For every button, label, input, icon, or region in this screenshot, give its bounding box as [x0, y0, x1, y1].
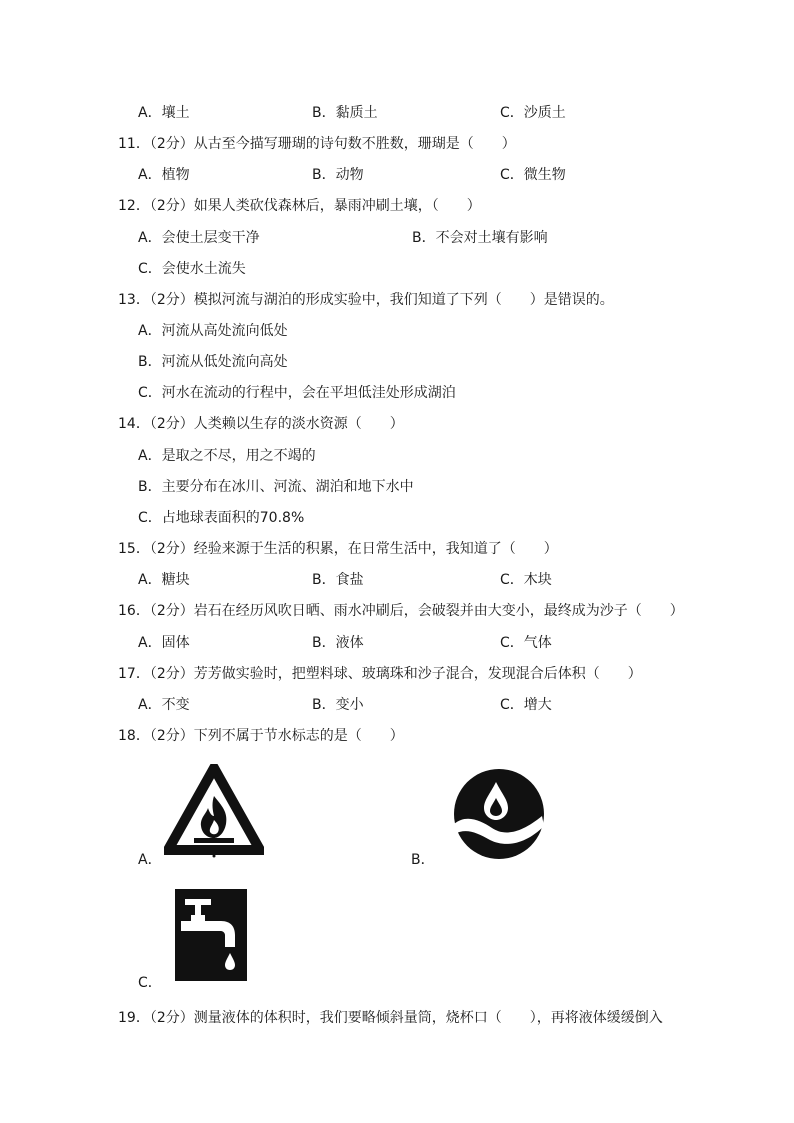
q19-stem: 19．（2分）测量液体的体积时，我们要略倾斜量筒，烧杯口（ ），再将液体缓缓倒入 [118, 1010, 663, 1026]
q14-option-a: A．是取之不尽，用之不竭的 [138, 448, 316, 464]
q15-option-b: B．食盐 [312, 572, 364, 588]
q12-option-b: B．不会对土壤有影响 [412, 230, 548, 246]
q12-option-c: C．会使水土流失 [138, 261, 246, 277]
q11-option-c: C．微生物 [500, 167, 566, 183]
q18-option-c-label: C． [138, 975, 162, 991]
q11-option-b: B．动物 [312, 167, 364, 183]
q13-stem: 13．（2分）模拟河流与湖泊的形成实验中，我们知道了下列（ ）是错误的。 [118, 292, 614, 308]
q14-stem: 14．（2分）人类赖以生存的淡水资源（ ） [118, 416, 404, 432]
q17-option-b: B．变小 [312, 697, 364, 713]
q13-option-b: B．河流从低处流向高处 [138, 354, 288, 370]
q17-stem: 17．（2分）芳芳做实验时，把塑料球、玻璃珠和沙子混合，发现混合后体积（ ） [118, 666, 642, 682]
q10-option-a: A．壤土 [138, 105, 190, 121]
q16-option-c: C．气体 [500, 635, 552, 651]
q15-option-a: A．糖块 [138, 572, 190, 588]
q11-option-a: A．植物 [138, 167, 190, 183]
q14-option-c: C．占地球表面积的70.8% [138, 510, 305, 526]
q18-option-a-label: A． [138, 852, 162, 868]
fire-warning-sign-icon [164, 764, 264, 859]
q13-option-c: C．河水在流动的行程中，会在平坦低洼处形成湖泊 [138, 385, 456, 401]
q10-option-c: C．沙质土 [500, 105, 566, 121]
q17-option-c: C．增大 [500, 697, 552, 713]
q16-option-b: B．液体 [312, 635, 364, 651]
q12-stem: 12．（2分）如果人类砍伐森林后，暴雨冲刷土壤，（ ） [118, 198, 481, 214]
water-drop-sign-icon [446, 768, 552, 860]
q16-option-a: A．固体 [138, 635, 190, 651]
q18-option-b-label: B． [411, 852, 435, 868]
q17-option-a: A．不变 [138, 697, 190, 713]
q12-option-a: A．会使土层变干净 [138, 230, 260, 246]
q14-option-b: B．主要分布在冰川、河流、湖泊和地下水中 [138, 479, 414, 495]
faucet-water-saving-sign-icon [175, 889, 247, 981]
q13-option-a: A．河流从高处流向低处 [138, 323, 288, 339]
q15-stem: 15．（2分）经验来源于生活的积累，在日常生活中，我知道了（ ） [118, 541, 558, 557]
q11-stem: 11．（2分）从古至今描写珊瑚的诗句数不胜数，珊瑚是（ ） [118, 136, 516, 152]
q16-stem: 16．（2分）岩石在经历风吹日晒、雨水冲刷后，会破裂并由大变小，最终成为沙子（ ） [118, 603, 684, 619]
q15-option-c: C．木块 [500, 572, 552, 588]
q18-stem: 18．（2分）下列不属于节水标志的是（ ） [118, 728, 404, 744]
q10-option-b: B．黏质土 [312, 105, 378, 121]
